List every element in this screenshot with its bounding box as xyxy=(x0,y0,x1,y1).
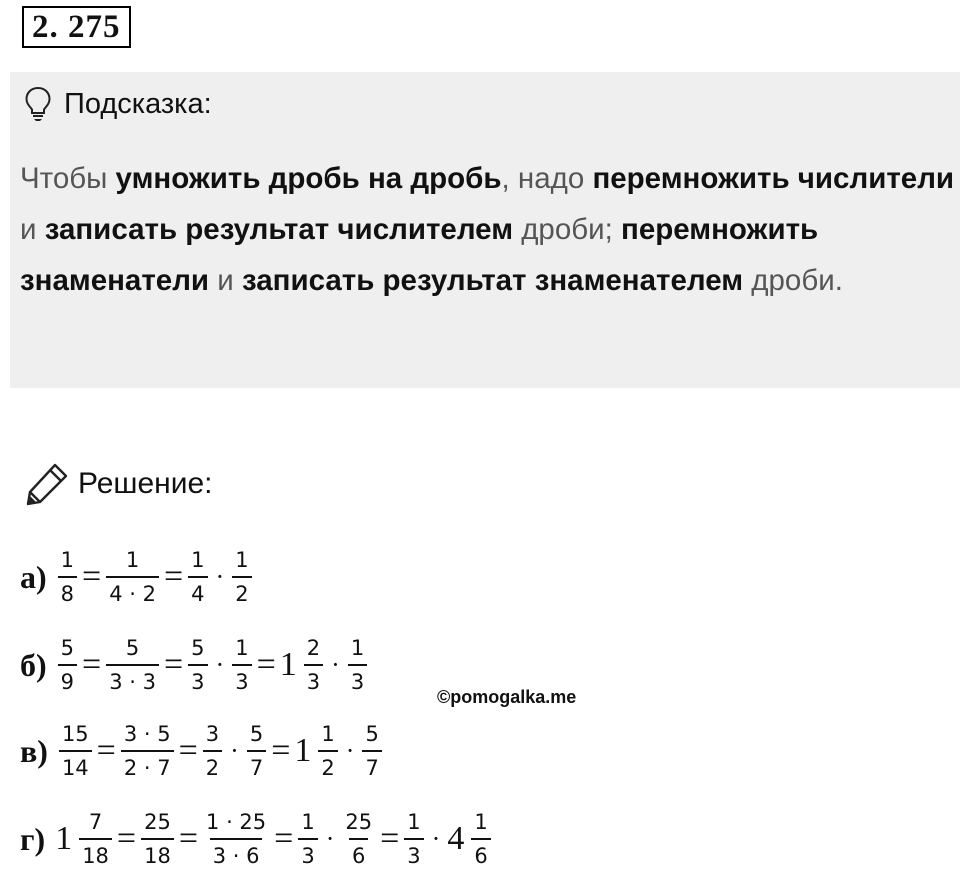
equals-sign: = xyxy=(178,732,198,769)
fraction-denominator: 3 xyxy=(304,664,323,694)
equals-sign: = xyxy=(274,820,294,857)
fraction-numerator: 5 xyxy=(125,636,140,660)
fraction-numerator: 1 · 25 xyxy=(206,810,267,834)
fraction xyxy=(141,810,174,868)
task-number: 2. 275 xyxy=(22,6,131,48)
fraction-denominator: 2 xyxy=(203,750,222,780)
fraction-numerator: 1 xyxy=(60,548,75,572)
solution-row-a xyxy=(20,542,255,612)
equals-sign: = xyxy=(178,820,199,857)
fraction xyxy=(362,722,381,780)
hint-emphasis: записать результат знаменателем xyxy=(241,264,744,297)
fraction-denominator: 3 xyxy=(404,838,423,868)
fraction-numerator: 1 xyxy=(235,636,249,660)
hint-segment: , надо xyxy=(501,162,593,195)
fraction-numerator: 1 xyxy=(191,548,205,572)
equals-sign: = xyxy=(163,646,184,683)
fraction xyxy=(203,722,222,780)
hint-header xyxy=(24,86,212,122)
fraction xyxy=(59,722,92,780)
fraction xyxy=(79,810,112,868)
fraction-denominator: 8 xyxy=(58,576,77,606)
fraction-denominator: 2 · 7 xyxy=(121,750,174,780)
fraction-numerator: 5 xyxy=(191,636,205,660)
row-label: в) xyxy=(20,732,48,769)
fraction-denominator: 3 · 6 xyxy=(210,838,263,868)
hint-text xyxy=(20,153,956,306)
equals-sign: = xyxy=(163,558,184,595)
fraction-denominator: 7 xyxy=(247,750,266,780)
hint-segment: дроби; xyxy=(513,213,622,246)
solution-title: Решение: xyxy=(78,467,213,500)
fraction-denominator: 6 xyxy=(471,838,490,868)
whole-part: 4 xyxy=(447,820,465,857)
multiply-sign: · xyxy=(230,736,239,765)
fraction-denominator: 7 xyxy=(362,750,381,780)
hint-emphasis: перемножить числители xyxy=(592,162,955,195)
hint-emphasis: перемножить знаменатели xyxy=(20,213,819,297)
hint-segment: и xyxy=(209,264,242,297)
fraction-denominator: 2 xyxy=(318,750,337,780)
fraction xyxy=(188,548,207,606)
whole-part: 1 xyxy=(294,732,312,769)
fraction-denominator: 3 xyxy=(298,838,317,868)
fraction-denominator: 3 · 3 xyxy=(106,664,159,694)
row-label: г) xyxy=(20,820,46,857)
solution-row-g xyxy=(20,804,494,874)
fraction-numerator: 1 xyxy=(474,810,488,834)
fraction-numerator: 5 xyxy=(60,636,75,660)
solution-header xyxy=(24,462,212,506)
fraction-numerator: 25 xyxy=(144,810,171,834)
equals-sign: = xyxy=(256,646,276,683)
fraction xyxy=(106,548,159,606)
fraction-numerator: 1 xyxy=(321,722,335,746)
fraction xyxy=(471,810,490,868)
fraction-denominator: 3 xyxy=(188,664,207,694)
fraction-denominator: 14 xyxy=(59,750,92,780)
fraction xyxy=(318,722,337,780)
solution-row-v xyxy=(20,716,385,786)
fraction-denominator: 18 xyxy=(79,838,112,868)
fraction xyxy=(304,636,323,694)
whole-part: 1 xyxy=(55,820,73,857)
fraction-denominator: 4 · 2 xyxy=(106,576,159,606)
fraction-denominator: 18 xyxy=(141,838,174,868)
fraction xyxy=(58,636,77,694)
fraction xyxy=(348,636,367,694)
hint-title: Подсказка: xyxy=(64,87,212,120)
equals-sign: = xyxy=(96,732,116,769)
fraction-numerator: 5 xyxy=(249,722,264,746)
fraction-denominator: 9 xyxy=(58,664,77,694)
multiply-sign: · xyxy=(345,736,355,765)
equals-sign: = xyxy=(116,820,137,857)
fraction-numerator: 7 xyxy=(88,810,103,834)
fraction-numerator: 1 xyxy=(350,636,365,660)
row-label: б) xyxy=(20,646,47,683)
fraction-numerator: 3 xyxy=(205,722,220,746)
fraction xyxy=(232,636,251,694)
fraction xyxy=(404,810,423,868)
hint-box xyxy=(10,72,960,388)
hint-emphasis: записать результат числителем xyxy=(44,213,514,246)
row-label: а) xyxy=(20,558,47,595)
hint-segment: дроби. xyxy=(743,264,843,297)
whole-part: 1 xyxy=(279,646,297,683)
fraction-denominator: 3 xyxy=(348,664,367,694)
multiply-sign: · xyxy=(325,824,335,853)
multiply-sign: · xyxy=(431,824,441,853)
equals-sign: = xyxy=(271,732,291,769)
fraction-numerator: 25 xyxy=(345,810,373,834)
multiply-sign: · xyxy=(331,650,340,679)
fraction-numerator: 5 xyxy=(365,722,379,746)
solution-row-b xyxy=(20,630,370,700)
lightbulb-icon xyxy=(24,86,52,122)
fraction-denominator: 4 xyxy=(188,576,207,606)
equals-sign: = xyxy=(380,820,400,857)
fraction-numerator: 1 xyxy=(125,548,140,572)
fraction xyxy=(247,722,266,780)
fraction xyxy=(232,548,251,606)
equals-sign: = xyxy=(82,646,102,683)
hint-segment: Чтобы xyxy=(20,162,116,195)
multiply-sign: · xyxy=(215,562,225,591)
fraction-numerator: 3 · 5 xyxy=(123,722,171,746)
fraction-denominator: 3 xyxy=(232,664,251,694)
fraction-numerator: 2 xyxy=(306,636,321,660)
hint-emphasis: умножить дробь на дробь xyxy=(115,162,502,195)
fraction xyxy=(121,722,174,780)
hint-segment: и xyxy=(20,213,45,246)
fraction-numerator: 15 xyxy=(61,722,89,746)
pencil-icon xyxy=(24,461,70,507)
fraction-numerator: 1 xyxy=(407,810,421,834)
fraction xyxy=(298,810,317,868)
fraction xyxy=(106,636,159,694)
fraction-denominator: 2 xyxy=(232,576,251,606)
fraction xyxy=(203,810,269,868)
fraction-denominator: 6 xyxy=(349,838,368,868)
equals-sign: = xyxy=(82,558,102,595)
fraction xyxy=(58,548,77,606)
fraction xyxy=(188,636,207,694)
fraction-numerator: 1 xyxy=(301,810,315,834)
watermark: ©pomogalka.me xyxy=(437,687,577,707)
multiply-sign: · xyxy=(215,650,225,679)
fraction xyxy=(342,810,375,868)
fraction-numerator: 1 xyxy=(235,548,249,572)
